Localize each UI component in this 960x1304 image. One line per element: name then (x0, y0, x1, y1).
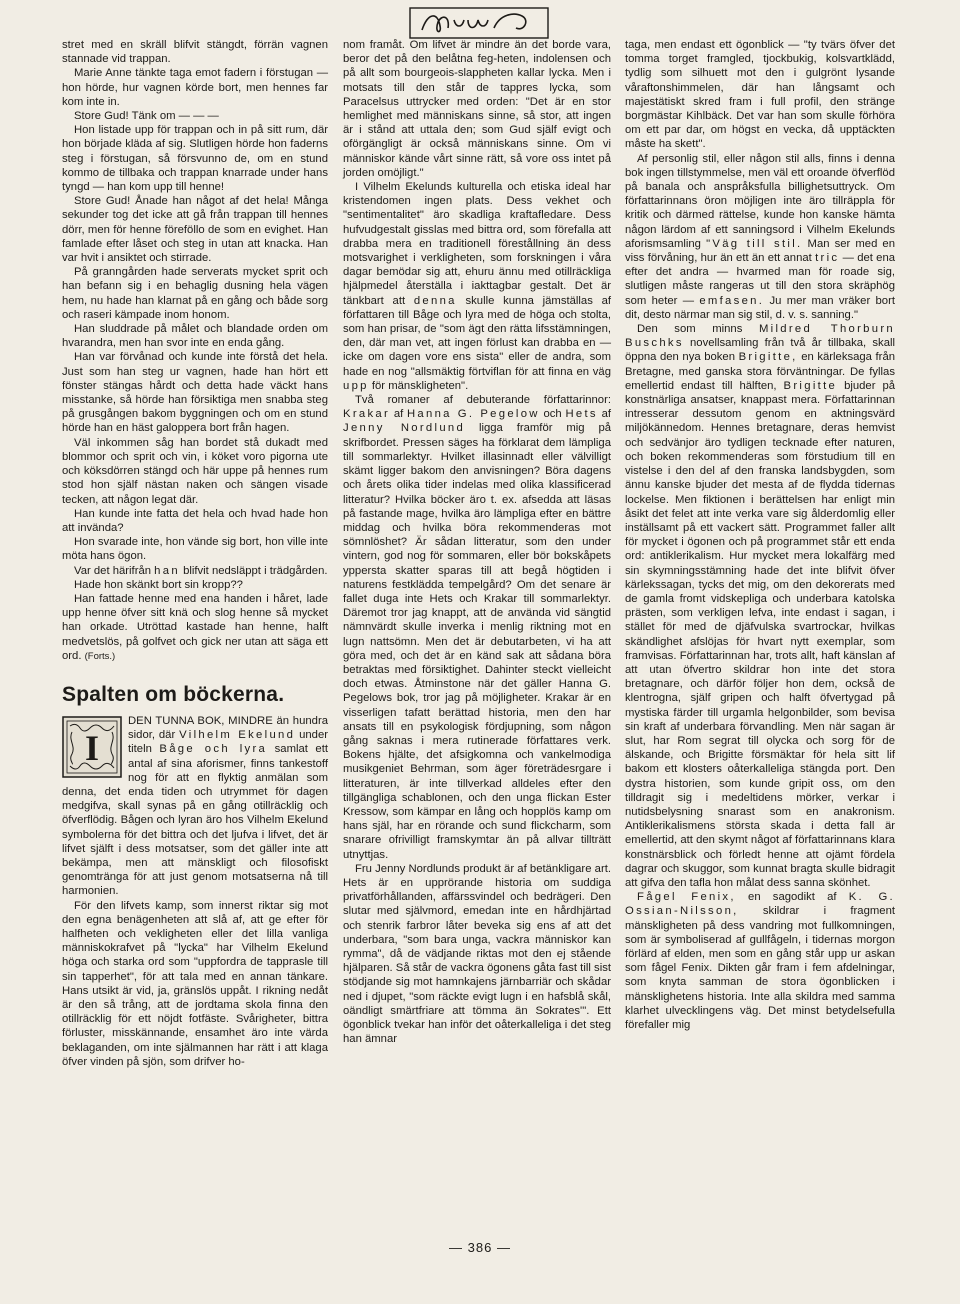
col3-paragraph (625, 152, 895, 322)
spaced-emphasis: "Väg till stil. (706, 237, 803, 250)
text-run: Var det härifrån (74, 564, 152, 577)
text-run: Två romaner af debuterande författarinnor: (355, 394, 611, 407)
spaced-emphasis: Krakar (343, 408, 391, 421)
col3-paragraph: taga, men endast ett ögonblick — "ty tvärs öfver det tomma torget framgled, tjockbukig, kolsvartklädd, tydlig som silhuett mot den i gulgrönt lysande våraftonshimmelen, där han långsamt och majestätiskt skred fram i full profil, den stränge borgmästar Kihlbäck. Det var han som skulle förhöra om ett par dar, om högst en vecka, då upptäckten måste ha skett". (625, 39, 895, 151)
text-run: för mänskligheten". (371, 379, 469, 392)
spaced-emphasis: Brigitte (783, 379, 838, 392)
col1-paragraph: Han kunde inte fatta det hela och hvad hade hon att invända? (62, 507, 328, 534)
text-run: Den som minns (637, 323, 743, 336)
spaced-emphasis: han (154, 564, 180, 577)
spaced-emphasis: upp (343, 379, 369, 392)
column-1 (62, 38, 328, 1069)
text-run: ligga framför mig på skrifbordet. Pressen säges ha förklarat dem lämpliga till sommarlektyr. Hvilket illasinnadt eller välvilligt skämt ligger bakom den anvisningen? Böra dagens och årets olika tider indelas med olika klassificerad litteratur? Hvilka böcker äro t. ex. afsedda att läsas på fastande mage, hvilka äro lämpliga efter en bättre middag och hvilka böra rekommenderas mot sömnlöshet? Är sådan litteratur, som den under vintern, god nog för sommaren, eller bör bokskåpets yppersta skatter sparas till att begå högtiden i naturens festklädda tempelgård? Om det senare är fallet duga inte Hets och Krakar till sommarlektyr. Däremot tror jag knappt, att de använda vid sängtid nämnvärdt skulle inverka i menlig riktning mot en lugn nattsömn. Men det är debutarbeten, vi ha att göra med, och det är en känd sak att sådana böra betraktas med försiktighet. Dahinter steckt vielleicht doch etwas. Åtminstone när det gäller Hanna G. Pegelows bok, tror jag på möjligheter. Krakar är en visserligen tafatt berättad historia, men den har ansats till en psykologisk fördjupning, som någon gång saknas i mera rutinerade författares verk. Bokens hjälte, det afsigkomna och vankelmodiga musikgeniet Behrman, som äger företrädesrgare i litteraturen, är inte tillverkad alldeles efter den tillgängliga schablonen, och den unga flickan Ester Kressow, som kämpar en lång och hopplös kamp om hans själ, har en rörande och sund flickcharm, som snarare ofrivilligt framskymtar än på allvar tillträtt utnyttjas. (343, 422, 612, 861)
text-run: skulle kunna jämställas af författaren till Båge och lyra med de höga och stolta, som han prisar, de "som ägt den rätta lifsstämningen, den, där man vet, att ingen förlust kan drabba en — icke om dagen vore ens sista" eller de andra, som hade en nog "allsmäktig förtviflan för att finna en väg (343, 294, 611, 378)
spaced-emphasis: Fågel Fenix, (637, 891, 736, 904)
col1-paragraph: Marie Anne tänkte taga emot fadern i förstugan — hon hörde, hur vagnen körde bort, men hennes far kom inte in. (62, 67, 328, 108)
books-intro-paragraph (62, 714, 328, 899)
col2-paragraph: Fru Jenny Nordlunds produkt är af betänkligare art. Hets är en upprörande historia om suddiga privatförhållanden, affärssvindel och bedrägeri. Den slutar med självmord, emedan inte en hårdhjärtad och stenrik farbror låter beveka sig ens af att det underbara, "som bara unga, vackra människor kan rymma", då de vädjande riktas mot den ej stående hjälparen. Så står de vackra ögonens gåta fast till sist stödjande sig mot hamnkajens järnbarriär och skådar ned i djupet, "som räckte evigt lugn i en hafsblå skål, oändligt smärtfriare att tömma än Sokrates'". Ett ögonblick tvekar han inför det oåterkalleliga i det steg han ämnar (343, 862, 611, 1046)
col2-paragraph (343, 393, 611, 862)
drop-cap-letter: I (84, 727, 100, 768)
text-run: Ju mer man vräker bort dit, desto närmar man sig stil, d. v. s. sanning." (625, 294, 895, 321)
spaced-emphasis: tric (815, 252, 840, 265)
col1-paragraph (62, 592, 328, 664)
text-run: och (543, 408, 562, 421)
text-run: blifvit nedsläppt i trädgården. (183, 564, 328, 577)
col3-paragraph (625, 890, 895, 1032)
text-run: Man ser med en viss förvåning, hur än ett än ett annat (625, 237, 895, 265)
col1-paragraph: Han var förvånad och kunde inte förstå det hela. Just som han steg ur vagnen, hade han hört ett fönster stängas hårdt och detta hade väckt hans misstanke, så hörde han försiktiga men snabba steg på grusgången bakom byggningen och om en stund hörde han en häst galoppera bort från hagen. (62, 351, 328, 435)
text-run: en kärleksaga från Bretagne, med ganska stora förväntningar. De fyllas emellertid endast till hälften, (625, 351, 896, 392)
text-run: bjuder på konstnärliga ansatser, knappast mera. Författarinnan intresserar dessutom genom en aktningsvärd miljökännedom. Hennes bretagnare, deras hemvist och sedvänjor äro tydligen tecknade efter naturen, och boken rekommenderas som förstudium till en vistelse i den del af den franska landsbygden, som ännu kanske bjuder det mesta af de flydda tidernas lockelse. Men fiktionen i berättelsen har enligt min åsikt det felet att inte verka vare sig ålderdomlig eller inställsamt på ett vackert sätt. Programmet faller allt för mycket i ögonen och på programmet står ett enda ord: antiklerikalism. Hur mycket mera lokalfärg med sin skymningsstämning hade det inte blifvit öfver kärlekssagan, tycks det mig, om den dekorerats med de gamla fromt vidskepliga och underbara katolska prästen, som verkligen lefva, inte endast i sagan, i stället för med de djäfvulska svartrockar, hvilkas skändlighet afslöjas för hvart nytt exemplar, som framvisas. Författarinnan har, trots allt, haft känslan af att utan öfvertro skildrar hon inte det stora bretagnare, och därför följer hon dem, också de klentrogna, själf gripen och halft öfvertygad på mystiska färder till urgamla helgonbilder, som bevisa sin kraft af underbara förvandling. Men när sagan är slut, har Rom segrat till olycka och sorg för de älskande, och Brigitte försmäktar för hela sitt lif bakom ett klosters oåterkalleliga stängda port. Den dystra historien, som kunde gripit oss, om den tilldragit sig i medeltidens mörker, verkar i nutidsbelysning snarast som en anakronism. Antiklerikalismens största skada i detta fall är emellertid, att den skymt något af författarinnans klara konstnärsblick och förledt henne att ojämt fördela dagrar och skuggor, som kunnat bragta skulle bidragit att gifva den tafla hon målat dess sanna skönhet. (625, 379, 896, 889)
col2-paragraph: nom framåt. Om lifvet är mindre än det borde vara, beror det på den belåtna feg-heten, indolensen och på allt som bourgeois-slappheten kallar lycka. Men i motsats till den står de tappres lycka, som Paracelsus uttrycker med orden: "Det är en stor hemlighet med människans sinne, så stor, att ingen är i stånd att uttala den; som Gud själf evigt och oförgängligt är också människans sinne. Om vi människor kände vårt sinne rätt, så vore oss intet på jorden omöjligt." (343, 39, 611, 179)
col1-paragraph: För den lifvets kamp, som innerst riktar sig mot den egna benägenheten att slå af, att ge efter för halfheten och vekligheten eller det lilla vanliga människokrafvet på "lycka" har Vilhelm Ekelund höga och starka ord som "uppfordra de tapprasle till sin tapperhet", för att tala med en annan tänkare. Hans utsikt är vid, ja, gränslös uppåt. I rikning nedåt är den så trång, att de jordtama skola finna den otillräcklig för ett nöjdt fotfäste. Svårigheter, bittra förluster, misskännande, ensamhet äro inte värda beklaganden, om inte själmannen har rätt i att klaga öfver vinden på sjön, som drifver ho- (62, 899, 328, 1068)
text-run: Af personlig stil, eller någon stil alls, finns i denna bok ingen tillstymmelse, men väl ett oroande öfverflöd på banala och anspråksfulla billighetsuttryck. Om författarinnans öron möjligen inte äro tillräppla för kritik och därmed rättelse, kunde hon kanske hämta någon lärdom af ett sanningsord i Vilhelm Ekelunds aforismsamling (625, 152, 895, 250)
spaced-emphasis: Hanna G. Pegelow (406, 408, 540, 421)
col1-paragraph: Hon listade upp för trappan och in på sitt rum, där hon började kläda af sig. Slutligen hörde hon faderns steg i förstugan, så försvunno de, om en stund kommo de tillbaka och trappan knarrade under hans tyngd — han kom upp till henne! (62, 124, 328, 194)
text-run: novellsamling från två år tillbaka, skall öppna den nya boken (625, 337, 896, 364)
spaced-emphasis: Jenny Nordlund (343, 422, 466, 435)
spaced-emphasis: denna (413, 294, 457, 307)
spaced-emphasis: Hets (565, 408, 598, 421)
col3-paragraph (625, 322, 895, 890)
text-run: I Vilhelm Ekelunds kulturella och etiska ideal har kristendomen ingen plats. Dess vekhet och "sentimentalitet" äro skadliga kraftafledare. Dess hufvudgestalt gisslas med bittra ord, som förefalla att drabba mera en traditionell förestållning än dess motsvarighet i verkligheten, som forskningen i våra dagar bemödar sig att, ehuru ännu med otillräckliga hjälpmedel återställa i iakttagbar gestalt. Det är tänkbart att (343, 181, 611, 307)
text-run: skildrar i fragment mänskligheten på dess vandring mot fullkomningen, som är symboliserad af gullfågeln, i tidernas morgon förlärd af elden, men som en gång står upp ur askan som fågel Fenix. Dikten går fram i fem afdelningar, som knyta samman de stora ögonblicken i mänsklighetens historia. Inte alla skildra med samma klarhet ulvecklingens väg. Det minst betydelsefulla förefaller mig (625, 905, 895, 1032)
col1-paragraph: Hon svarade inte, hon vände sig bort, hon ville inte möta hans ögon. (62, 536, 328, 563)
text-run: af (393, 408, 404, 421)
col1-paragraph (62, 564, 328, 578)
col1-paragraph: Store Gud! Tänk om — — — (74, 110, 219, 123)
col1-paragraph: stret med en skräll blifvit stängdt, förrän vagnen stannade vid trappan. (62, 39, 328, 66)
spaced-emphasis: Båge och lyra (159, 743, 268, 756)
col1-paragraph: Väl inkommen såg han bordet stå dukadt med blommor och sprit och vin, i köket voro pigorna ute och köksdörren stängd och här uppe på hennes rum stod hon själf nästan naken och sängen visade tecken, att någon legat där. (62, 436, 328, 506)
text-run: af (601, 408, 612, 421)
col1-paragraph: Store Gud! Ånade han något af det hela! Många sekunder tog det icke att gå från trappan till hennes dörr, men för henne föreföllo de som en evighet. Han famlade efter låset och steg in utan att knacka. Han var hvit i ansiktet och stirrade. (62, 195, 328, 265)
text-run: DEN TUNNA BOK, MINDRE än hundra sidor, där (128, 714, 328, 742)
col1-paragraph: På granngården hade serverats mycket sprit och han befann sig i en behaglig dusning hela vägen hem, nu hade han klarnat på en gång och både sorg och raseri kämpade inom honom. (62, 266, 328, 321)
spaced-emphasis: emfasen. (699, 294, 765, 307)
text-run: samlat ett antal af sina aforismer, finns tankestoff nog för att en flyktig anmälan som denna, det enda tiden och utrymmet för dagen medgifva, skall synas på en gång otillräcklig och öfverflödig. Bågen och lyran äro hos Vilhelm Ekelund symbolerna för det bittra och det ljufva i lifvet, det är lifvet själft i dess motsatser, som det gäller inte att bekämpa, men att mänskligt och filosofiskt genomtränga för att just genom motsatserna nå till harmonien. (62, 743, 328, 898)
continuation-note: (Forts.) (84, 650, 116, 662)
section-title: Spalten om böckerna. (62, 682, 285, 706)
text-run: en sagodikt af (748, 891, 837, 904)
text-run: under titeln (128, 729, 329, 756)
col1-paragraph: Han sluddrade på målet och blandade orden om hvarandra, men han svor inte en enda gång. (62, 323, 328, 350)
column-3 (625, 38, 895, 1032)
column-2 (343, 38, 611, 1046)
text-run: — det ena efter det andra — hvarmed man för roade sig, slutligen måste rangeras ut till den stora skräphög som heter — (625, 252, 896, 307)
spaced-emphasis: Mildred Thorburn Buschks (625, 323, 895, 350)
spaced-emphasis: K. G. Ossian-Nilsson, (625, 891, 896, 918)
spaced-emphasis: Vilhelm Ekelund (179, 729, 296, 742)
col1-paragraph: Hade hon skänkt bort sin kropp?? (74, 578, 243, 591)
col2-paragraph (343, 180, 611, 393)
spaced-emphasis: Brigitte, (738, 351, 798, 364)
text-run: Han fattade henne med ena handen i håret, lade upp henne öfver sitt knä och slog henne så mycket han orkade. Utröttad kastade han henne, halft medvetslös, på golfvet och gick ner utan att säga ett ord. (62, 592, 328, 662)
drop-cap-icon (62, 716, 122, 778)
page-number: — 386 — (449, 1240, 511, 1255)
